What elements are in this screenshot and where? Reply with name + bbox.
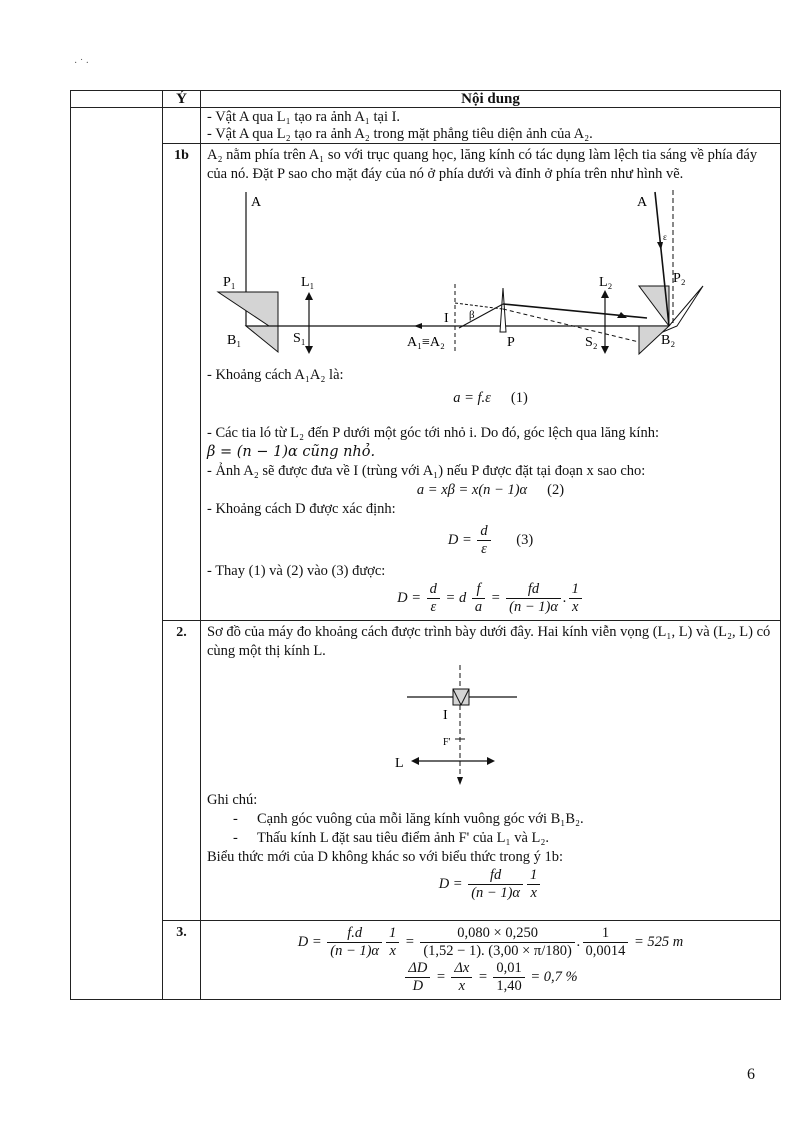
row2-f1d: (n − 1)α	[471, 885, 521, 901]
note-1-text: Cạnh góc vuông của mỗi lăng kính vuông góc với B₁B₂.	[257, 811, 584, 827]
header-content: Nội dung	[201, 91, 781, 108]
row3-eqA-frac4	[583, 925, 629, 960]
label-S2: S₂	[585, 335, 598, 350]
row2-content	[201, 621, 781, 921]
eq4-frac4	[569, 581, 582, 616]
row0-label	[163, 108, 201, 144]
row1b-label: 1b	[163, 144, 201, 621]
eq2	[207, 481, 774, 500]
label-A1A2: A₁≡A₂	[407, 335, 445, 350]
expr-text: Biểu thức mới của D không khác so với biểu thức trong ý 1b:	[207, 849, 564, 865]
row3-b-f3d: 1,40	[496, 978, 522, 994]
D-text: - Khoảng cách D được xác định:	[207, 501, 396, 517]
eq1-number: (1)	[510, 390, 528, 406]
eq3-denominator: ε	[481, 541, 487, 557]
label-beta: β	[469, 309, 475, 321]
label-A-right: A	[637, 195, 648, 210]
eq4-mid: = d	[445, 589, 467, 606]
row-2	[71, 621, 781, 921]
eq3-frac	[477, 523, 490, 558]
eq2-number: (2)	[547, 482, 565, 498]
row1b-content	[201, 144, 781, 621]
row3-a-f4d: 0,0014	[585, 943, 626, 959]
label-L2: L₂	[599, 275, 613, 290]
row2-eq-frac2	[527, 867, 540, 902]
solution-table	[70, 90, 781, 1000]
note-2: - Thấu kính L đặt sau tiêu điểm ảnh F' của L₁ và L₂.	[233, 830, 550, 846]
row2-f2n: 1	[527, 867, 540, 885]
row3-eqB: $\frac{\Delta D}{D}$ = $\frac{\Delta x}{x}$ = $\frac{0,01}{1,40}$ = 0,7 %	[207, 960, 774, 995]
eq4-frac2	[472, 581, 485, 616]
eq3-lhs: D =	[447, 531, 472, 548]
row-3	[71, 921, 781, 1000]
row2-eq-lhs: D =	[438, 875, 463, 892]
row3-b-f1d: D	[412, 978, 424, 994]
row3-b-f1n: ΔD	[405, 960, 430, 978]
label-P: P	[507, 335, 515, 350]
row3-a-f2n: 1	[386, 925, 399, 943]
row2-eq	[207, 867, 774, 902]
label-eps: ε	[663, 232, 667, 242]
eq4-f1n: d	[427, 581, 440, 599]
label-S1: S₁	[293, 331, 306, 346]
scan-specks: · ˙ ·	[74, 58, 89, 69]
eq4-frac3	[506, 581, 561, 616]
row2-label: 2.	[163, 621, 201, 921]
row3-eqA-frac1	[327, 925, 382, 960]
eq4-f3n: fd	[506, 581, 561, 599]
header-y: Ý	[163, 91, 201, 108]
row3-a-f1n: f.d	[327, 925, 382, 943]
rays-text: - Các tia ló từ L₂ đến P dưới một góc tới nhỏ i. Do đó, góc lệch qua lăng kính:	[207, 425, 659, 441]
eq3-numerator: d	[477, 523, 490, 541]
label-B2: B₂	[661, 333, 676, 348]
label-I: I	[444, 311, 449, 326]
row3-content	[201, 921, 781, 1000]
header-row	[71, 91, 781, 108]
dist-label: - Khoảng cách A₁A₂ là:	[207, 367, 344, 383]
row3-a-f4n: 1	[583, 925, 629, 943]
eq4-f2n: f	[472, 581, 485, 599]
label-B1: B₁	[227, 333, 242, 348]
row3-eqA-frac2	[386, 925, 399, 960]
eq4-f1d: ε	[430, 599, 437, 615]
row3-eqA-equals: =	[404, 933, 415, 950]
row3-b-f3n: 0,01	[493, 960, 524, 978]
rangefinder-diagram	[207, 186, 773, 366]
label-A-left: A	[251, 195, 262, 210]
note-2-text: Thấu kính L đặt sau tiêu điểm ảnh F' của L₁ và L₂.	[257, 830, 550, 846]
row2-f2d: x	[530, 885, 537, 901]
subst-text: - Thay (1) và (2) vào (3) được:	[207, 563, 386, 579]
label-I-2: I	[443, 708, 448, 723]
blank-column	[71, 108, 163, 1000]
label-L: L	[395, 756, 404, 771]
eq2-expr: a = xβ = x(n − 1)α	[416, 482, 528, 498]
eyepiece-diagram	[207, 661, 773, 791]
eq1-expr: a = f.ε	[453, 390, 491, 406]
row3-eqB-frac2	[451, 960, 472, 995]
eq4-f2d: a	[474, 599, 483, 615]
image-text: - Ảnh A₂ sẽ được đưa về I (trùng với A₁) nếu P được đặt tại đoạn x sao cho:	[207, 463, 646, 479]
eq3-number: (3)	[516, 531, 534, 548]
row1b-intro: A₂ nằm phía trên A₁ so với trục quang học, lăng kính có tác dụng làm lệch tia sáng về phía đáy của nó. Đặt P sao cho mặt đáy của nó ở phía dưới và đỉnh ở phía trên như hình vẽ.	[207, 147, 758, 182]
row3-eqB-frac1	[405, 960, 430, 995]
row3-a-f2d: x	[389, 943, 396, 959]
note-title: Ghi chú:	[207, 792, 258, 808]
eq4-f3d: (n − 1)α	[509, 599, 558, 615]
row3-eqA-lhs: D =	[297, 933, 322, 950]
eq4	[207, 581, 774, 616]
row3-b-f2d: x	[458, 978, 466, 994]
eq4-dot: .	[562, 589, 567, 606]
header-blank	[71, 91, 163, 108]
row3-a-f1d: (n − 1)α	[330, 943, 380, 959]
row2-intro: Sơ đồ của máy đo khoảng cách được trình bày dưới đây. Hai kính viễn vọng (L₁, L) và (L₂, L) có cùng một thị kính L.	[207, 624, 771, 659]
row3-eqB-frac3	[493, 960, 524, 995]
label-P2: P₂	[673, 271, 686, 286]
note-1: - Cạnh góc vuông của mỗi lăng kính vuông góc với B₁B₂.	[233, 811, 584, 827]
row3-a-f3d: (1,52 − 1). (3,00 × π/180)	[423, 943, 572, 959]
row3-eqA: D = $\frac{f.d}{(n - 1)\alpha}$ $\frac{1}{x}$ = $\frac{0,080 \times 0,250}{(1,52 - 1). (3,00 \times \pi/180)}$ . $\frac{1}{0,0014}$ = 525 m	[297, 925, 684, 959]
page-number: 6	[747, 1066, 755, 1083]
beta-text: β = (n − 1)α cũng nhỏ.	[207, 444, 376, 460]
row3-eqA-result: = 525 m	[634, 933, 684, 950]
eq4-f4d: x	[571, 599, 579, 615]
label-L1: L₁	[301, 275, 315, 290]
eq4-equals: =	[490, 589, 501, 606]
row-1b	[71, 144, 781, 621]
eq1	[207, 389, 774, 408]
row0-line1: - Vật A qua L₁ tạo ra ảnh A₁ tại I.	[207, 109, 401, 125]
row2-eq-frac1	[468, 867, 523, 902]
row0-content	[201, 108, 781, 144]
row3-eqA-frac3	[420, 925, 575, 960]
row3-b-f2n: Δx	[451, 960, 472, 978]
row2-f1n: fd	[468, 867, 523, 885]
row3-label: 3.	[163, 921, 201, 1000]
eq4-f4n: 1	[569, 581, 582, 599]
eq3	[207, 523, 774, 558]
row0-line2: - Vật A qua L₂ tạo ra ảnh A₂ trong mặt phẳng tiêu diện ảnh của A₂.	[207, 126, 593, 142]
eq4-frac1	[427, 581, 440, 616]
label-F-prime: F'	[443, 737, 451, 748]
eq4-lhs: D =	[397, 589, 422, 606]
row3-a-f3n: 0,080 × 0,250	[420, 925, 575, 943]
label-P1: P₁	[223, 275, 236, 290]
row-continuation	[71, 108, 781, 144]
row3-eqB-result: = 0,7 %	[530, 968, 578, 985]
